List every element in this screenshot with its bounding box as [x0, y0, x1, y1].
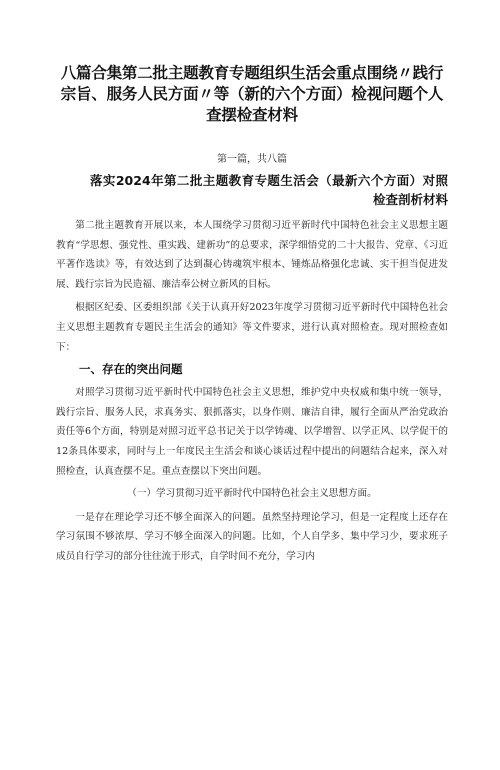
- article-title: 落实2024年第二批主题教育专题生活会（最新六个方面）对照检查剖析材料: [90, 173, 448, 207]
- paragraph-problem-1: 一是存在理论学习还不够全面深入的问题。虽然坚持理论学习，但是一定程度上还存在学习氛围不够浓厚、学习不够全面深入的问题。比如，个人自学多、集中学习少，要求班子成员自行学习的部分往往流于形式，自学时间不充分，学习内: [56, 511, 448, 562]
- section-heading: 一、存在的突出问题: [79, 362, 183, 377]
- document-title: 八篇合集第二批主题教育专题组织生活会重点围绕〃践行宗旨、服务人民方面〃等（新的六个方面）检视问题个人查摆检查材料: [60, 64, 444, 124]
- paragraph-basis: 根据区纪委、区委组织部《关于认真开好2023年度学习贯彻习近平新时代中国特色社会主义思想主题教育专题民主生活会的通知》等文件要求，进行认真对照检查。现对照检查如下：: [56, 302, 448, 353]
- paragraph-intro: 第二批主题教育开展以来，本人围绕学习贯彻习近平新时代中国特色社会主义思想主题教育“学思想、强党性、重实践、建新功”的总要求，深学细悟党的二十大报告、党章、《习近平著作选读》等，有效达到了达到凝心铸魂筑牢根本、锤炼品格强化忠诚、实干担当促进发展、践行宗旨为民造福、廉洁奉公树立新风的目标。: [56, 220, 448, 290]
- sub-heading: （一）学习贯彻习近平新时代中国特色社会主义思想方面。: [127, 488, 377, 500]
- document-page: [0, 63, 500, 770]
- paragraph-overview: 对照学习贯彻习近平新时代中国特色社会主义思想，维护党中央权威和集中统一领导，践行宗旨、服务人民，求真务实、狠抓落实，以身作则、廉洁自律，履行全面从严治党政治责任等6个方面，特别是对照习近平总书记关于以学铸魂、以学增智、以学正风、以学促干的12条具体要求，同时与上一年度民主生活会和谈心谈话过程中提出的问题结合起来，深入对照检查，认真查摆不足。重点查摆以下突出问题。: [56, 387, 448, 477]
- part-label: 第一篇，共八篇: [217, 154, 287, 165]
